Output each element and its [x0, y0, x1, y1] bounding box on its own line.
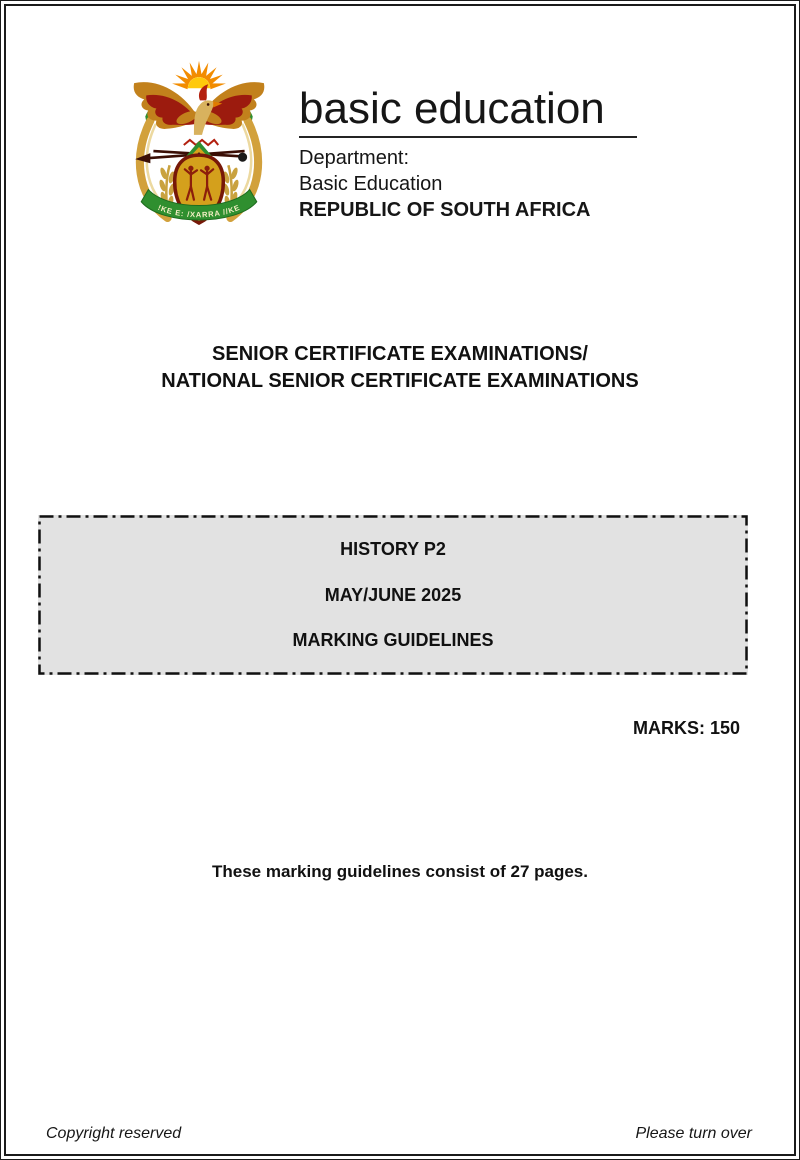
exam-session: MAY/JUNE 2025 — [324, 584, 462, 605]
department-line-1: Department: — [299, 147, 410, 169]
exam-title — [0, 341, 800, 395]
department-brand-block — [299, 86, 669, 223]
copyright-note: Copyright reserved — [46, 1125, 182, 1142]
wordmark: basic education — [299, 84, 605, 133]
logo-motto: !KE E: /XARRA //KE — [156, 202, 242, 220]
south-africa-coat-of-arms-icon — [123, 53, 275, 237]
department-line-2: Basic Education — [299, 173, 443, 195]
exam-title-line-1: SENIOR CERTIFICATE EXAMINATIONS/ — [212, 343, 588, 365]
pages-note: These marking guidelines consist of 27 pages. — [211, 862, 588, 881]
subject-name: HISTORY P2 — [340, 539, 446, 560]
turn-over-note: Please turn over — [635, 1125, 752, 1142]
sun-icon — [172, 61, 227, 89]
document-type: MARKING GUIDELINES — [292, 629, 494, 650]
exam-title-line-2: NATIONAL SENIOR CERTIFICATE EXAMINATIONS — [161, 370, 639, 392]
department-line-3: REPUBLIC OF SOUTH AFRICA — [299, 199, 591, 221]
coat-of-arms-logo — [123, 53, 275, 237]
subject-box — [38, 515, 748, 675]
page-footer — [46, 1125, 752, 1143]
marks-label: MARKS: 150 — [632, 718, 740, 738]
wordmark-rule — [299, 136, 637, 138]
